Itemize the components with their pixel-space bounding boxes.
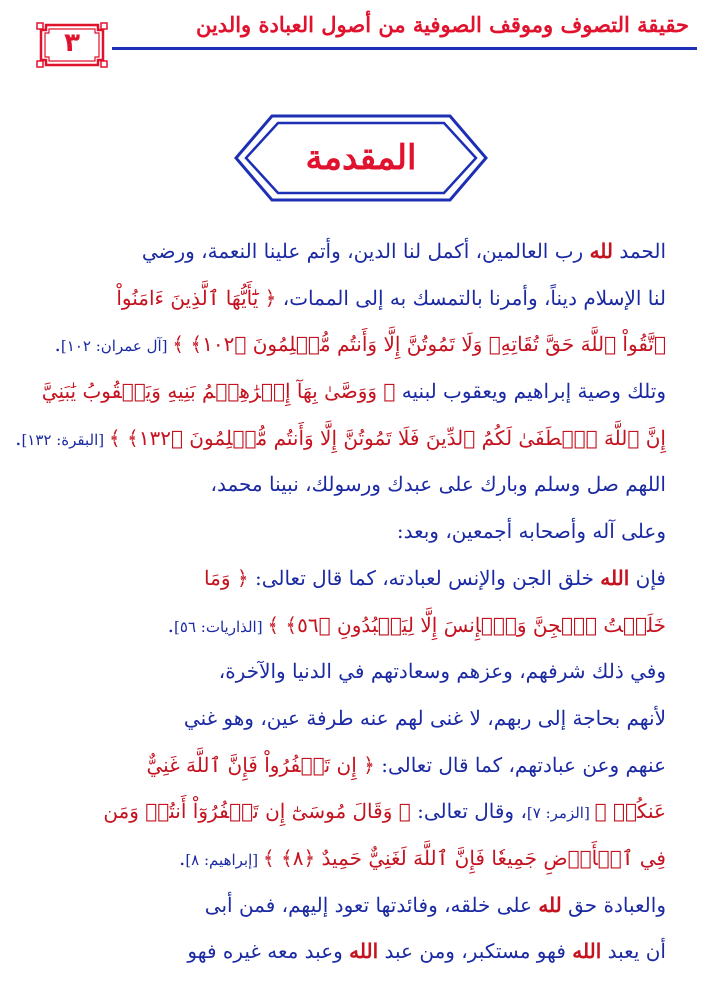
divine-name: الله xyxy=(600,565,630,590)
body-text-segment: اللهم صل وسلم وبارك على عبدك ورسولك، نبينا محمد، xyxy=(210,472,666,497)
verse-reference: [الذاريات: ٥٦] xyxy=(174,617,268,636)
text-line xyxy=(40,275,666,322)
body-text-segment: . xyxy=(167,612,175,637)
page-header xyxy=(0,0,707,80)
quran-verse: فِي ٱلۡأَرۡضِ جَمِيعٗا فَإِنَّ ٱللَّهَ لَغَنِيٌّ حَمِيدٌ ﴿٨﴾ ﴾ xyxy=(262,845,666,870)
verse-reference: [آل عمران: ١٠٢] xyxy=(60,337,173,356)
verse-reference: [البقرة: ١٣٢] xyxy=(21,430,109,449)
quran-verse: ٱتَّقُواْ ٱللَّهَ حَقَّ تُقَاتِهِۦ وَلَا تَمُوتُنَّ إِلَّا وَأَنتُم مُّسۡلِمُونَ ﴿١٠٢﴾ ﴾ xyxy=(172,332,666,357)
quran-verse: ﴿ وَمَا xyxy=(204,565,249,590)
text-line xyxy=(40,368,666,415)
text-line xyxy=(40,461,666,508)
body-text-segment: لأنهم بحاجة إلى ربهم، لا غنى لهم عنه طرفة عين، وهو غني xyxy=(183,705,666,730)
chapter-title: المقدمة xyxy=(305,138,417,178)
text-line xyxy=(40,835,666,882)
text-line xyxy=(40,555,666,602)
body-text-segment: وعبد معه غيره فهو xyxy=(187,939,350,964)
body-text-segment: أن يعبد xyxy=(601,939,666,964)
body-text-segment: . xyxy=(15,425,22,450)
chapter-title-frame xyxy=(232,112,490,204)
text-line xyxy=(40,882,666,929)
body-text xyxy=(15,228,666,975)
text-line xyxy=(15,415,666,462)
page-number: ٣ xyxy=(64,28,80,58)
body-text-segment: على خلقه، وفائدتها تعود إليهم، فمن أبى xyxy=(204,892,539,917)
quran-verse: خَلَقۡتُ ٱلۡجِنَّ وَٱلۡإِنسَ إِلَّا لِيَعۡبُدُونِ ﴿٥٦﴾ ﴾ xyxy=(267,612,666,637)
body-text-segment: . xyxy=(54,332,61,357)
body-text-segment: وعلى آله وأصحابه أجمعين، وبعد: xyxy=(396,519,666,544)
verse-reference: [الزمر: ٧] xyxy=(526,804,595,823)
text-line xyxy=(40,321,666,368)
body-text-segment: والعبادة حق xyxy=(561,892,666,917)
divine-name: الله xyxy=(349,939,379,964)
divine-name: لله xyxy=(538,892,562,917)
body-text-segment: عنهم وعن عبادتهم، كما قال تعالى: xyxy=(374,752,666,777)
header-divider xyxy=(112,47,697,50)
divine-name: لله xyxy=(589,239,614,263)
body-text-segment: ، وقال تعالى: xyxy=(410,799,527,824)
body-text-segment: وفي ذلك شرفهم، وعزهم وسعادتهم في الدنيا والآخرة، xyxy=(218,659,666,684)
text-line xyxy=(40,742,666,789)
quran-verse: ﴿ يَٰٓأَيُّهَا ٱلَّذِينَ ءَامَنُواْ xyxy=(116,285,277,310)
text-line xyxy=(40,788,666,835)
page-number-frame xyxy=(36,22,108,68)
text-line xyxy=(40,695,666,742)
text-line xyxy=(40,648,666,695)
body-text-segment: وتلك وصية إبراهيم ويعقوب لبنيه xyxy=(395,379,666,404)
body-text-segment: فإن xyxy=(629,565,666,590)
body-text-segment: خلق الجن والإنس لعبادته، كما قال تعالى: xyxy=(248,565,601,590)
quran-verse: ﴿ وَوَصَّىٰ بِهَآ إِبۡرَٰهِـۧمُ بَنِيهِ وَيَعۡقُوبُ يَٰبَنِيَّ xyxy=(41,379,396,404)
body-text-segment: الحمد xyxy=(613,239,666,263)
quran-verse: عَنكُمۡ ﴾ xyxy=(594,799,666,824)
text-line xyxy=(40,602,666,649)
quran-verse: ﴿ وَقَالَ مُوسَىٰٓ إِن تَكۡفُرُوٓاْ أَنتُمۡ وَمَن xyxy=(103,799,411,824)
body-text-segment: . xyxy=(178,845,186,870)
body-text-segment: رب العالمين، أكمل لنا الدين، وأتم علينا النعمة، ورضي xyxy=(141,239,590,263)
quran-verse: ﴿ إِن تَكۡفُرُواْ فَإِنَّ ٱللَّهَ غَنِيٌّ xyxy=(146,752,375,777)
text-line xyxy=(40,928,666,975)
verse-reference: [إبراهيم: ٨] xyxy=(185,850,263,869)
quran-verse: إِنَّ ٱللَّهَ ٱصۡطَفَىٰ لَكُمُ ٱلدِّينَ فَلَا تَمُوتُنَّ إِلَّا وَأَنتُم مُّسۡلِمُونَ ﴿١٣٢﴾ ﴾ xyxy=(108,425,666,450)
divine-name: الله xyxy=(572,939,602,964)
running-header-title: حقيقة التصوف وموقف الصوفية من أصول العبادة والدين xyxy=(195,12,689,37)
body-text-segment: لنا الإسلام ديناً، وأمرنا بالتمسك به إلى الممات، xyxy=(276,285,666,310)
text-line xyxy=(40,508,666,555)
body-text-segment: فهو مستكبر، ومن عبد xyxy=(378,939,573,964)
text-line xyxy=(40,228,666,275)
